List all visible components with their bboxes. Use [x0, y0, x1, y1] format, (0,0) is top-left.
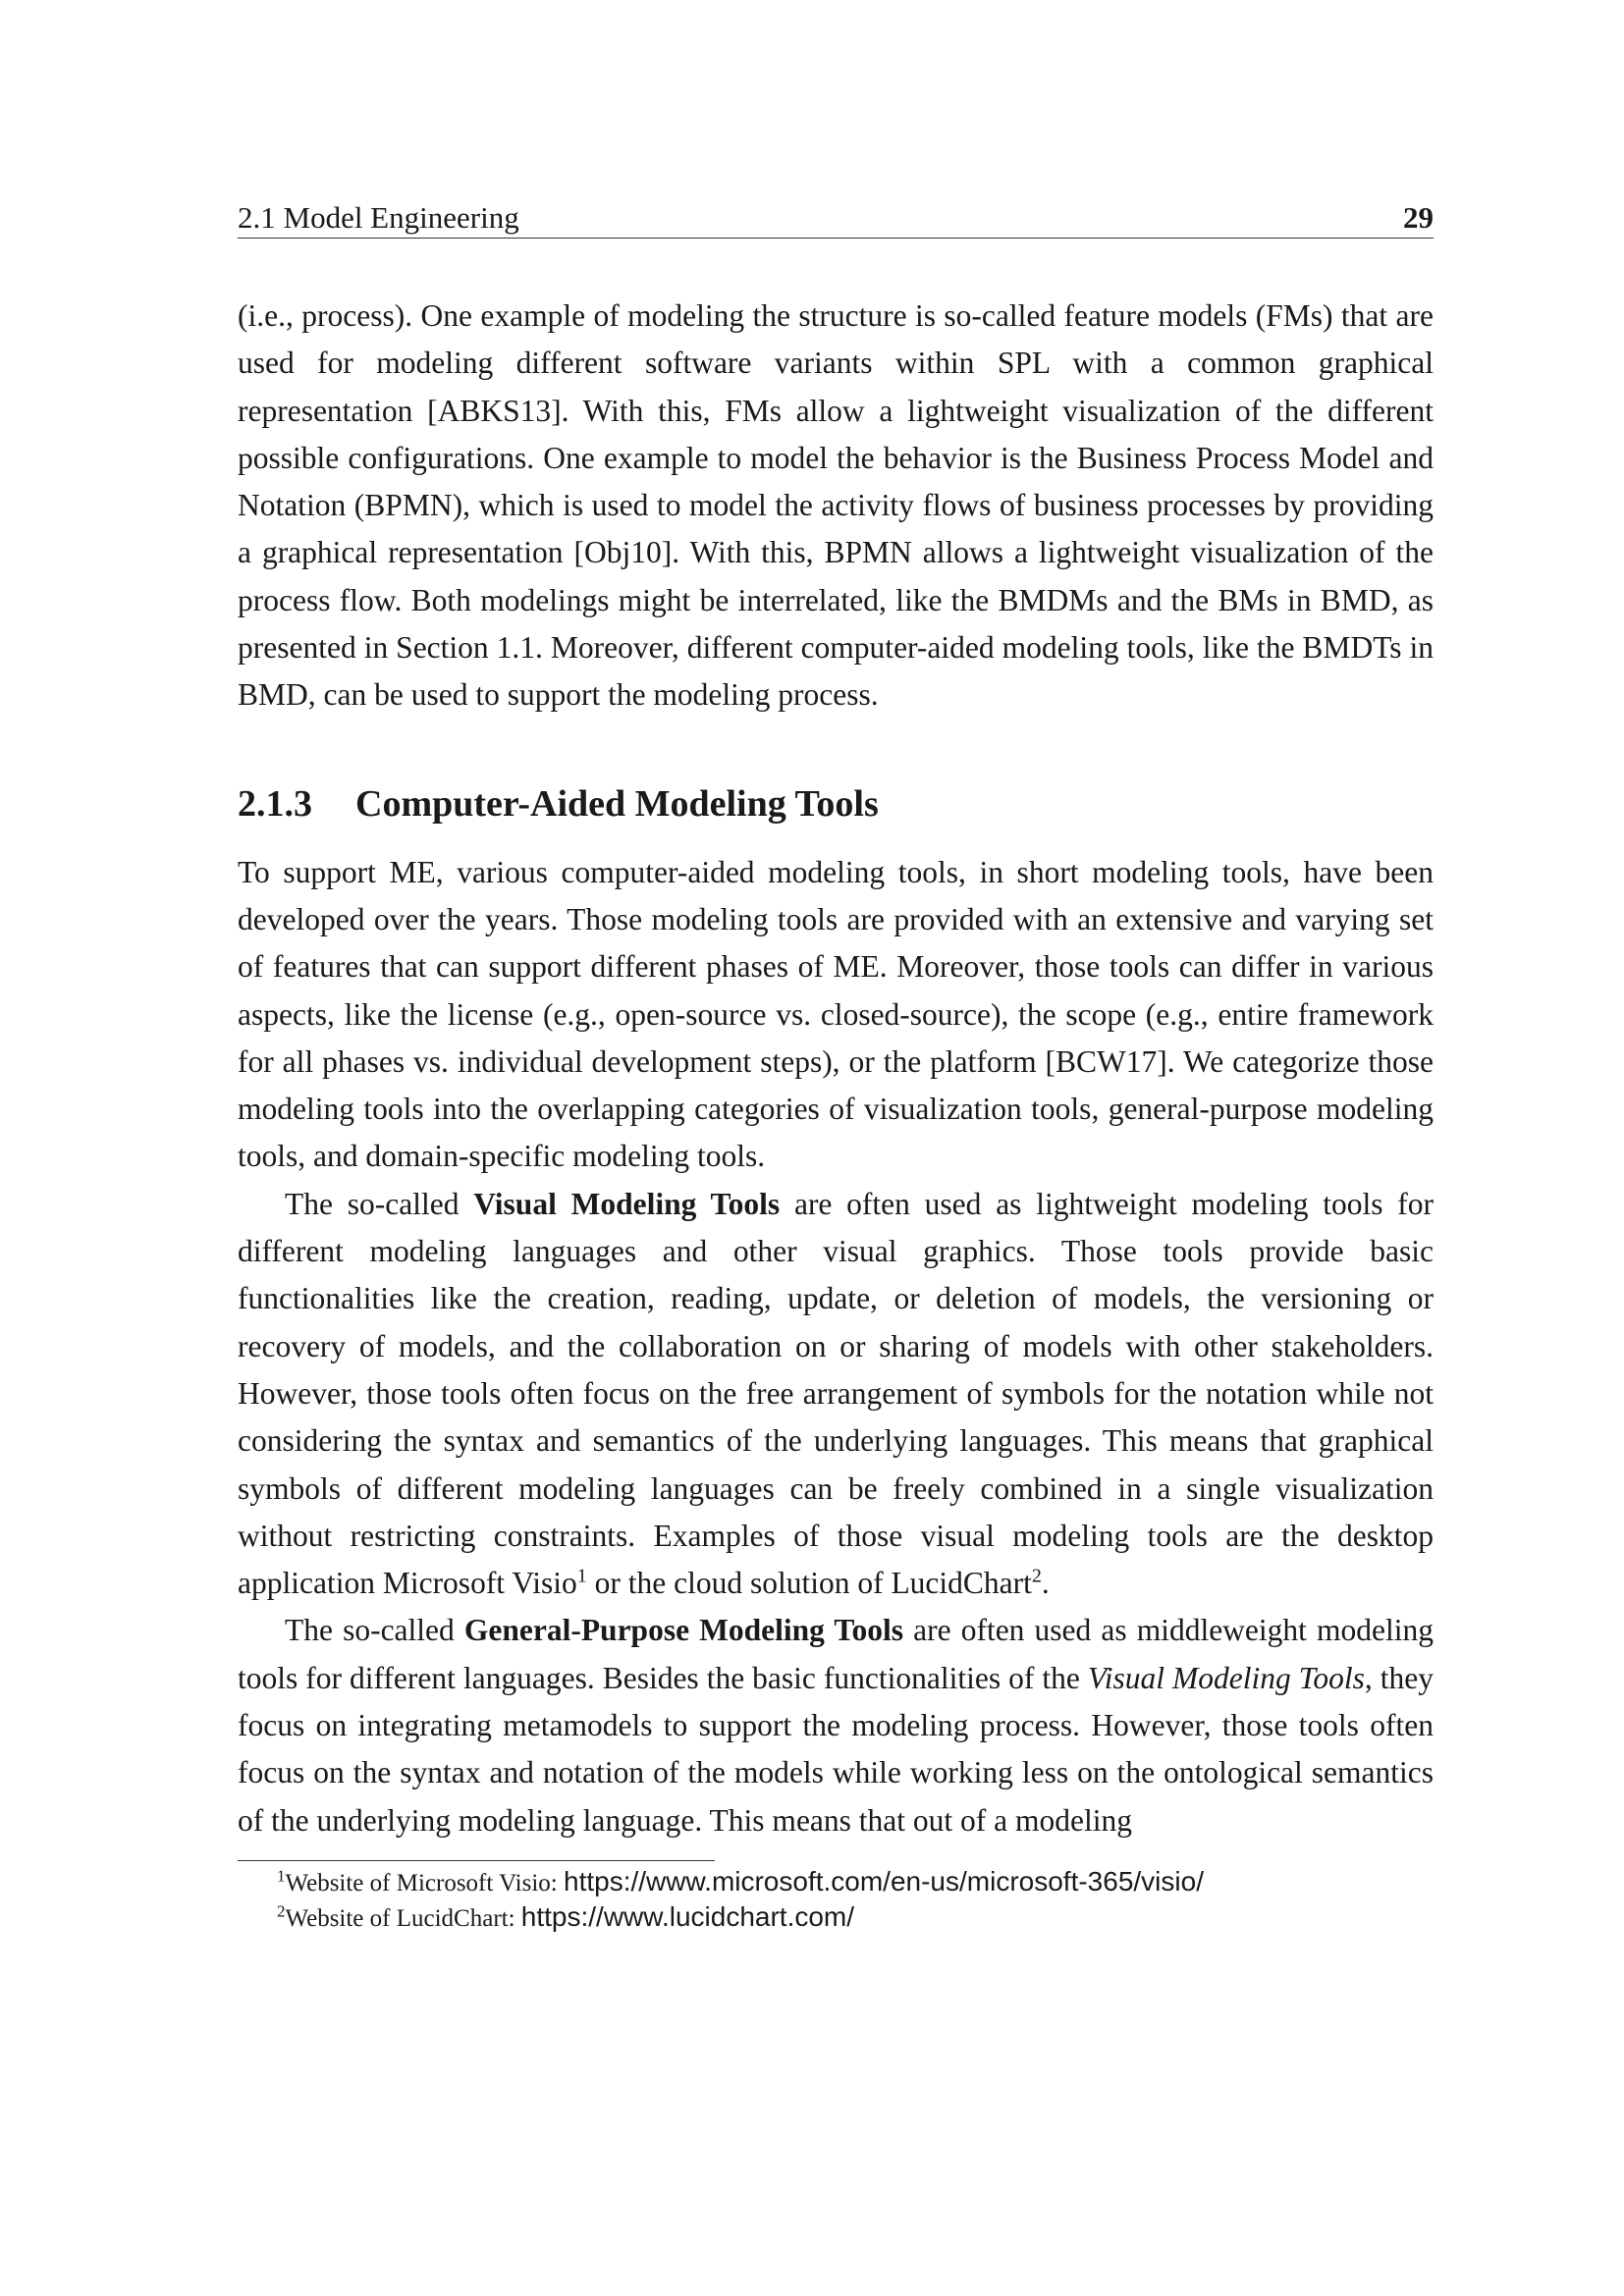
- section-number: 2.1.3: [238, 782, 312, 825]
- footnote-url-link[interactable]: https://www.microsoft.com/en-us/microsoft-365/visio/: [564, 1866, 1204, 1896]
- body-text: [238, 293, 1434, 1844]
- footnote-ref-1[interactable]: 1: [576, 1565, 587, 1587]
- italic-term-visual-modeling-tools: Visual Modeling Tools: [1087, 1660, 1365, 1695]
- footnote-url-link[interactable]: https://www.lucidchart.com/: [520, 1901, 855, 1932]
- page-number: 29: [1403, 200, 1434, 235]
- p3-start: The so-called: [285, 1186, 474, 1221]
- paragraph-3: [238, 1181, 1434, 1608]
- p3-end: .: [1041, 1566, 1050, 1601]
- p3-mid: are often used as lightweight modeling tools for different modeling languages and other visual graphics. Those tools provide basic functionalities like the creation, reading, update, or deletion of models, the versioning or recovery of models, and the collaboration on or sharing of models with other stakeholders. However, those tools often focus on the free arrangement of symbols for the notation while not considering the syntax and semantics of the underlying languages. This means that graphical symbols of different modeling languages can be freely combined in a single visualization without restricting constraints. Examples of those visual modeling tools are the desktop application Microsoft Visio: [238, 1186, 1434, 1601]
- p3-mid2: or the cloud solution of LucidChart: [586, 1566, 1032, 1601]
- paragraph-4: [238, 1607, 1434, 1843]
- paragraph-1: (i.e., process). One example of modeling the structure is so-called feature models (FMs) that are used for modeling different software variants within SPL with a common graphical representation [ABKS13]. With this, FMs allow a lightweight visualization of the different possible configurations. One example to model the behavior is the Business Process Model and Notation (BPMN), which is used to model the activity flows of business processes by providing a graphical representation [Obj10]. With this, BPMN allows a lightweight visualization of the process flow. Both modelings might be interrelated, like the BMDMs and the BMs in BMD, as presented in Section 1.1. Moreover, different computer-aided modeling tools, like the BMDTs in BMD, can be used to support the modeling process.: [238, 298, 1434, 713]
- footnote-text: Website of Microsoft Visio:: [285, 1870, 564, 1896]
- p4-end: , they focus on integrating metamodels to support the modeling process. However, those tools often focus on the syntax and notation of the models while working less on the ontological semantics of the underlying modeling language. This means that out of a modeling: [238, 1660, 1435, 1838]
- term-general-purpose-modeling-tools: General-Purpose Modeling Tools: [463, 1613, 904, 1648]
- term-visual-modeling-tools: Visual Modeling Tools: [473, 1186, 781, 1221]
- header-section-ref: 2.1 Model Engineering: [238, 200, 519, 235]
- footnote-mark: 1: [277, 1866, 286, 1886]
- footnote-text: Website of LucidChart:: [285, 1905, 521, 1932]
- p4-mid: are often used as middleweight modeling tools for different languages. Besides the basic functionalities of the: [238, 1613, 1434, 1695]
- footnote-ref-2[interactable]: 2: [1031, 1565, 1042, 1587]
- footnote-divider: [238, 1860, 715, 1861]
- p4-start: The so-called: [285, 1613, 464, 1648]
- footnote-mark: 2: [277, 1901, 286, 1921]
- section-title: Computer-Aided Modeling Tools: [355, 782, 879, 825]
- footnotes: [238, 1865, 1434, 1936]
- running-header: [238, 198, 1434, 239]
- paragraph-2: To support ME, various computer-aided modeling tools, in short modeling tools, have been developed over the years. Those modeling tools are provided with an extensive and varying set of features that can support different phases of ME. Moreover, those tools can differ in various aspects, like the license (e.g., open-source vs. closed-source), the scope (e.g., entire framework for all phases vs. individual development steps), or the platform [BCW17]. We categorize those modeling tools into the overlapping categories of visualization tools, general-purpose modeling tools, and domain-specific modeling tools.: [238, 854, 1434, 1174]
- footnote-1: [238, 1865, 1434, 1900]
- section-heading: [238, 778, 1434, 829]
- footnote-2: [238, 1900, 1434, 1936]
